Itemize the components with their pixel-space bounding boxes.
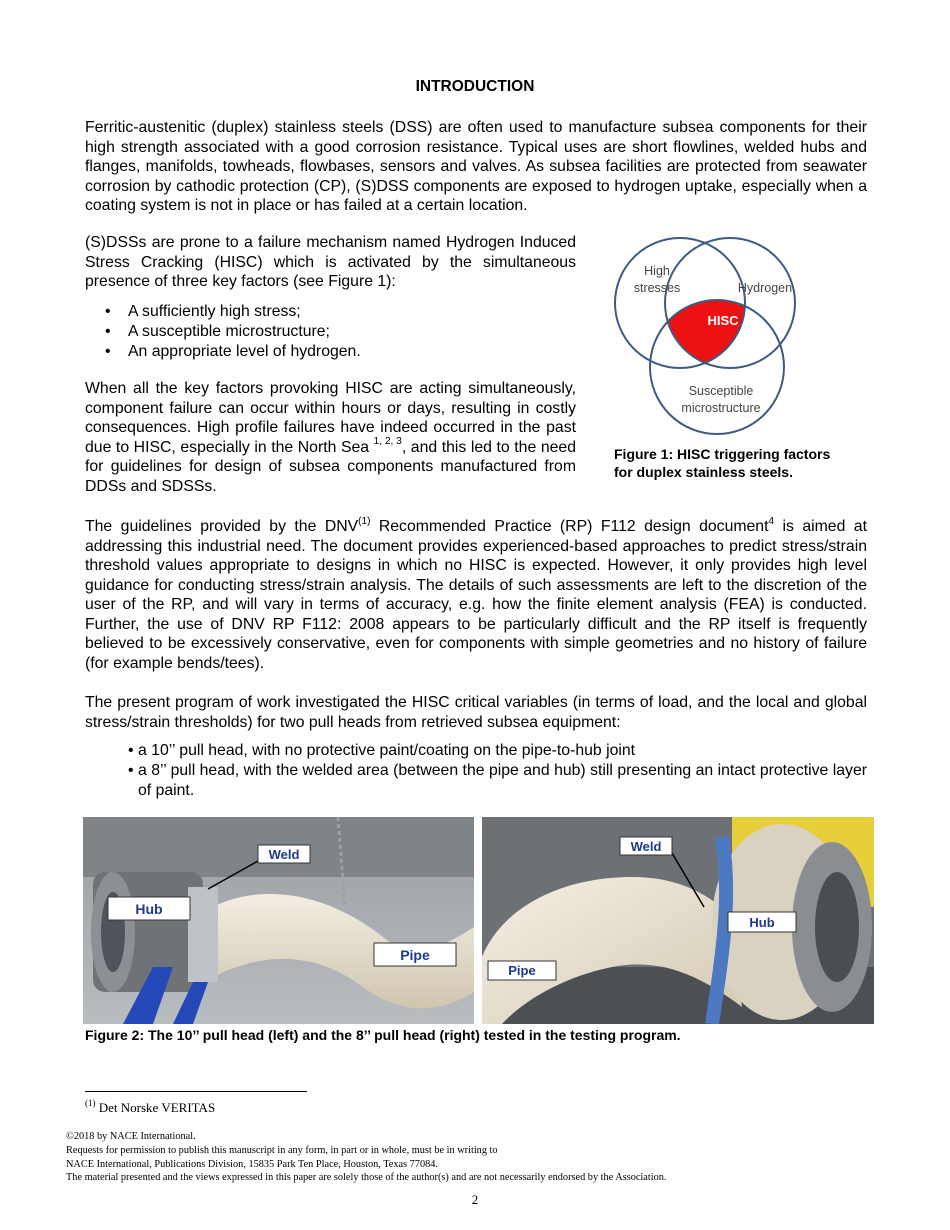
list-item: • a 10’’ pull head, with no protective paint/coating on the pipe-to-hub joint <box>128 742 636 759</box>
pipe-label: Pipe <box>400 947 430 963</box>
list-item: • a 8’’ pull head, with the welded area (between the pipe and hub) still presenting an intact protective layer of paint. <box>128 762 867 799</box>
hub-label: Hub <box>135 901 163 917</box>
guidelines-paragraph: The guidelines provided by the DNV$^{(1)}$ Recommended Practice (RP) F112 design document$^4$ is aimed at addressing this industrial need. The document provides experienced-based approaches to predict stress/strain threshold values appropriate to designs in which no HISC is expected. However, it only provides high level guidance for conducting stress/strain analysis. The details of such assessments are left to the discretion of the user of the RP, and will vary in terms of accuracy, e.g. how the finite element analysis (FEA) is conducted. Further, the use of DNV RP F112: 2008 appears to be particularly difficult and the RP itself is frequently believed to be excessively conservative, even for components with simple geometries and no history of failure (for example bends/tees). <box>85 515 867 672</box>
figure2-caption: Figure 2: The 10’’ pull head (left) and the 8’’ pull head (right) tested in the testing program. <box>85 1027 681 1043</box>
pull-head-8-photo <box>482 817 874 1024</box>
intro-paragraph: Ferritic-austenitic (duplex) stainless steels (DSS) are often used to manufacture subsea components for their high strength associated with a good corrosion resistance. Typical uses are short flowlines, welded hubs and flanges, manifolds, towheads, flowbases, sensors and valves. As subsea facilities are protected from seawater corrosion by cathodic protection (CP), (S)DSS components are exposed to hydrogen uptake, especially when a coating system is not in place or has failed at a certain location. <box>85 119 867 214</box>
program-paragraph: The present program of work investigated the HISC critical variables (in terms of load, and the local and global stress/strain thresholds) for two pull heads from retrieved subsea equipment: <box>85 694 867 731</box>
stress-label-2: stresses <box>633 281 681 295</box>
footnote-divider <box>85 1091 307 1092</box>
hydrogen-label: Hydrogen <box>737 281 793 295</box>
weld-label: Weld <box>630 839 662 854</box>
micro-label-2: microstructure <box>681 401 761 415</box>
pull-heads-list <box>128 741 867 801</box>
copyright-notice: ©2018 by NACE International. Requests for permission to publish this manuscript in any form, in part or in whole, must be in writing to NACE International, Publications Division, 15835 Park Ten Place, Houston, Texas 77084. The material presented and the views expressed in this paper are solely those of the author(s) and are not necessarily endorsed by the Association. <box>66 1131 667 1184</box>
figure1-caption: Figure 1: HISC triggering factors for duplex stainless steels. <box>614 446 831 480</box>
list-item: • An appropriate level of hydrogen. <box>105 343 361 360</box>
hisc-label: HISC <box>707 313 739 328</box>
hisc-paragraph: (S)DSSs are prone to a failure mechanism named Hydrogen Induced Stress Cracking (HISC) which is activated by the simultaneous presence of three key factors (see Figure 1): <box>85 234 576 290</box>
failure-paragraph: When all the key factors provoking HISC are acting simultaneously, component failure can occur within hours or days, resulting in costly consequences. High profile failures have indeed occurred in the past due to HISC, especially in the North Sea $^{1, 2, 3}$, and this led to the need for guidelines for design of subsea components manufactured from DDSs and SDSSs. <box>85 380 576 495</box>
footnote-marker: (1) <box>358 515 371 527</box>
list-item: • A sufficiently high stress; <box>105 303 301 320</box>
key-factors-list <box>105 302 585 362</box>
reference-superscript: 4 <box>768 515 775 527</box>
pull-head-10-photo <box>83 817 474 1024</box>
list-item: • A susceptible microstructure; <box>105 323 330 340</box>
section-heading: INTRODUCTION <box>415 78 535 95</box>
footnote: $^{(1)}$ Det Norske VERITAS <box>85 1097 216 1115</box>
micro-label-1: Susceptible <box>688 384 754 398</box>
pipe-label: Pipe <box>508 963 536 978</box>
page-number: 2 <box>471 1192 479 1207</box>
hisc-venn-diagram <box>605 230 805 442</box>
stress-label-1: High <box>644 264 670 278</box>
hub-label: Hub <box>749 915 775 930</box>
weld-label: Weld <box>268 847 300 862</box>
reference-superscript: 1, 2, 3 <box>373 436 402 448</box>
